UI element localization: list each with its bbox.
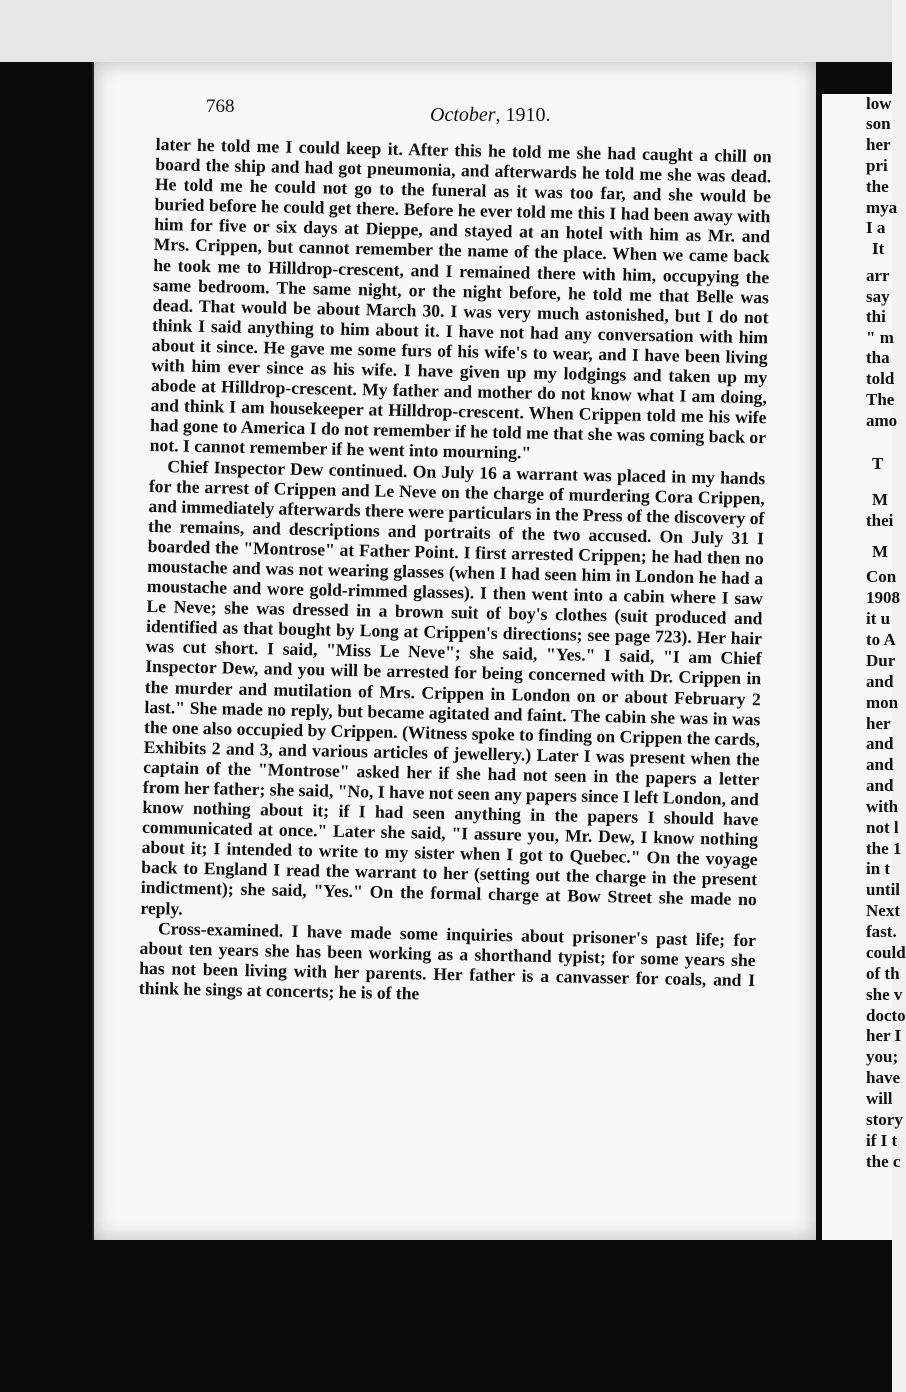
adjacent-page-line: her [866,135,891,154]
adjacent-page-line: the [866,177,889,196]
adjacent-page-line: the c [866,1152,901,1171]
adjacent-page-line: The [866,390,895,409]
adjacent-page-line: mya [866,198,898,217]
adjacent-page-line: fast. [866,922,897,941]
adjacent-page-line: you; [866,1047,899,1066]
adjacent-page-line: Dur [866,651,896,670]
adjacent-page-line: I a [866,218,886,237]
running-head [430,104,551,127]
adjacent-page-line: her I [866,1026,902,1045]
adjacent-page-line: thei [866,511,894,530]
adjacent-page-line: amo [866,411,898,430]
adjacent-page-line: T [872,454,884,473]
paragraph-1: later he told me I could keep it. After this he told me she had caught a chill on board the ship and had got pneumonia, and afterwards he told me she was dead. He told me he could not go to the funeral as it was too far, and she would be buried before he could get there. Before he ever told me this I had been away with him for five or six days at Dieppe, and stayed at an hotel with him as Mr. and Mrs. Crippen, but cannot remember the name of the place. When we came back he took me to Hilldrop-crescent, and I remained there with him, occupying the same bedroom. The same night, or the night before, he told me that Belle was dead. That would be about March 30. I was very much astonished, but I do not think I said anything to him about it. I have not had any conversation with him about it since. He gave me some furs of his wife's to wear, and I have been living with him ever since as his wife. I have given up my lodgings and taken up my abode at Hilldrop-crescent. My father and mother do not know what I am doing, and think I am housekeeper at Hilldrop-crescent. When Crippen told me his wife had gone to America I do not remember if he told me that she was coming back or not. I cannot remember if he went into mourning." [149,134,772,463]
page-number: 768 [206,96,235,117]
book-page [92,62,816,1240]
adjacent-page-line: low [866,94,892,113]
adjacent-page-line: and [866,734,894,753]
adjacent-page-line: thi [866,307,886,326]
adjacent-page-line: and [866,755,894,774]
adjacent-page-line: docto [866,1006,906,1025]
scan-left-edge [0,62,92,1392]
adjacent-page-line: will [866,1089,893,1108]
adjacent-page-line: not l [866,818,899,837]
adjacent-page-line: Con [866,567,897,586]
adjacent-page-line: and [866,672,894,691]
adjacent-page-line: have [866,1068,900,1087]
adjacent-page-edge [822,94,906,1240]
adjacent-page-line: son [866,114,891,133]
adjacent-page-line: M [872,490,889,509]
adjacent-page-line: M [872,542,889,561]
adjacent-page-line: she v [866,985,903,1004]
adjacent-page-line: 1908 [866,588,900,607]
adjacent-page-line: It [872,239,885,258]
scan-top-margin [0,0,892,62]
adjacent-page-line: if I t [866,1131,898,1150]
adjacent-page-line: " m [866,328,894,347]
adjacent-page-line: until [866,880,901,899]
adjacent-page-line: story [866,1110,903,1129]
adjacent-page-line: with [866,797,899,816]
adjacent-page-line: to A [866,630,896,649]
paragraph-3: Cross-examined. I have made some inquiries about prisoner's past life; for about ten years she has been working as a shorthand typist; for some years she has not been living with her parents. Her father is a canvasser for coals, and I think he sings at concerts; he is of the [138,917,757,1004]
adjacent-page-line: and [866,776,894,795]
adjacent-page-line: her [866,714,891,733]
scan-bottom-edge [0,1240,892,1392]
adjacent-page-line: of th [866,964,900,983]
adjacent-page-line: mon [866,693,899,712]
adjacent-page-line: told [866,369,895,388]
adjacent-page-line: tha [866,348,890,367]
adjacent-page-line: pri [866,156,888,175]
paragraph-2: Chief Inspector Dew continued. On July 16 a warrant was placed in my hands for the arrest of Crippen and Le Neve on the charge of murdering Cora Crippen, and immediately afterwards there were particulars in the Press of the discovery of the remains, and descriptions and portraits of the two accused. On July 31 I boarded the "Montrose" at Father Point. I first arrested Crippen; he had then no moustache and was not wearing glasses (when I had seen him in London he had a moustache and wore gold-rimmed glasses). I then went into a cabin where I saw Le Neve; she was dressed in a brown suit of boy's clothes (suit produced and identified as that bought by Long at Crippen's directions; see page 723). Her hair was cut short. I said, "Miss Le Neve"; she said, "Yes." I said, "I am Chief Inspector Dew, and you will be arrested for being concerned with Dr. Crippen in the murder and mutilation of Mrs. Crippen in London on or about February 2 last." She made no reply, but became agitated and faint. The cabin she was in was the one also occupied by Crippen. (Witness spoke to finding on Crippen the cards, Exhibits 2 and 3, and various articles of jewellery.) Later I was present when the captain of the "Montrose" asked her if she had not seen in the papers a letter from her father; she said, "No, I have not seen any papers since I left London, and know nothing about it; if I had seen anything in the papers I should have communicated at once." Later she said, "I assure you, Mr. Dew, I know nothing about it; I intended to write to my sister when I got to Quebec." On the voyage back to England I read the warrant to her (setting out the charge in the present indictment); she said, "Yes." On the formal charge at Bow Street she made no reply. [140,455,766,919]
running-head-month: October [430,104,496,126]
adjacent-page-line: it u [866,609,891,628]
adjacent-page-line: the 1 [866,839,902,858]
adjacent-page-line: Next [866,901,900,920]
adjacent-page-line: say [866,287,890,306]
adjacent-page-line: in t [866,859,891,878]
body-text [139,134,772,1010]
running-head-year: , 1910. [495,104,551,126]
adjacent-page-line: could [866,943,906,962]
adjacent-page-line: arr [866,266,890,285]
